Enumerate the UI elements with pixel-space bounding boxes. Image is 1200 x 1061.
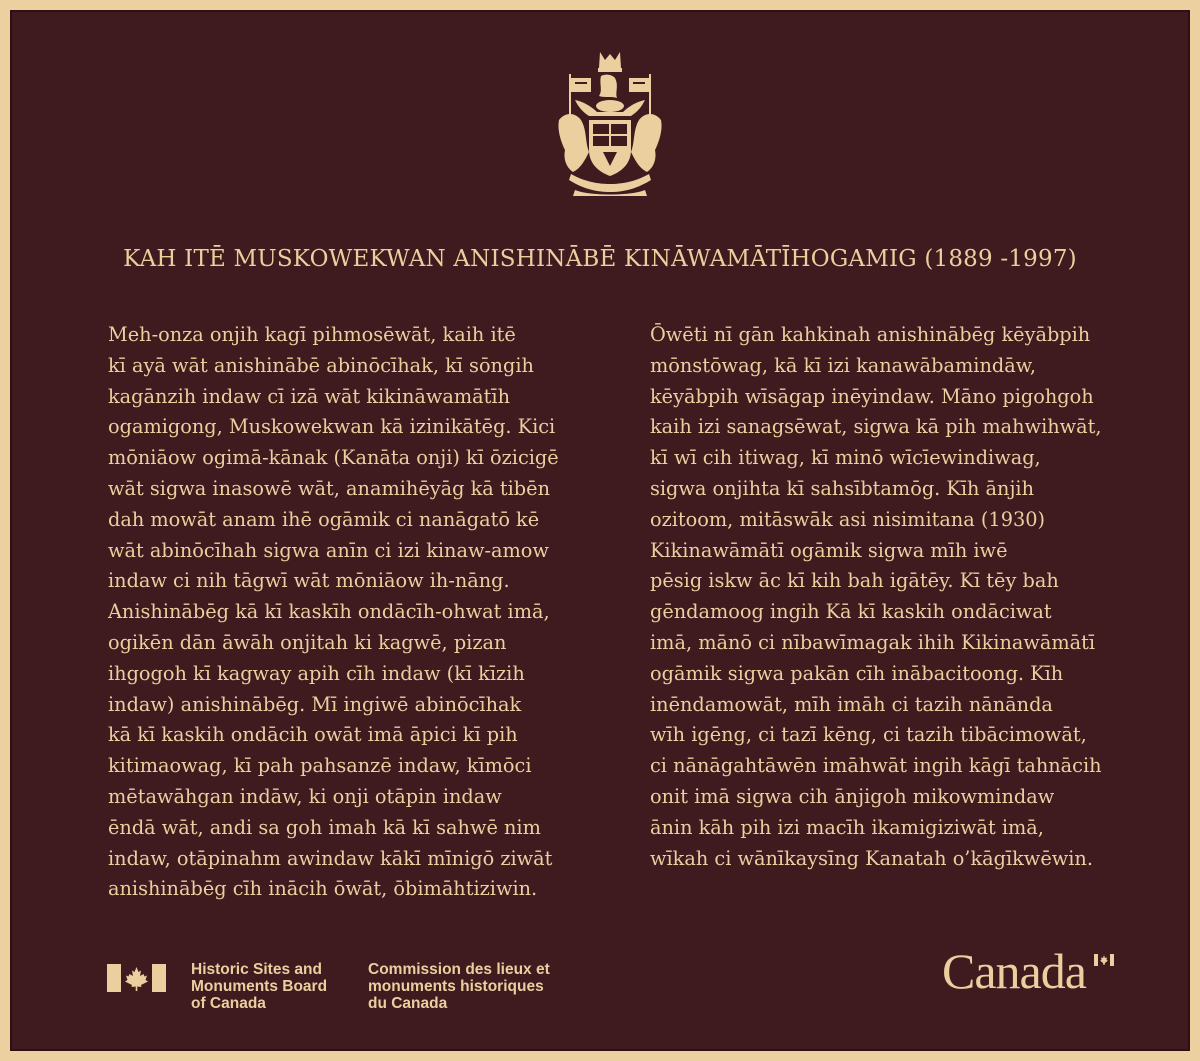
body-line: mōnstōwag, kā kī izi kanawābamindāw,: [650, 353, 1037, 377]
body-line: imā, mānō ci nībawīmagak ihih Kikinawāmātī: [650, 630, 1096, 654]
body-line: anishinābēg cīh inācih ōwāt, ōbimāhtiziwin.: [108, 877, 538, 901]
body-line: Kikinawāmātī ogāmik sigwa mīh iwē: [650, 538, 1008, 562]
body-line: ānin kāh pih izi macīh ikamigiziwāt imā,: [650, 815, 1044, 839]
body-line: indaw ci nih tāgwī wāt mōniāow ih-nāng.: [108, 569, 510, 593]
body-line: mōniāow ogimā-kānak (Kanāta onji) kī ōzicigē: [108, 446, 559, 470]
body-line: wīh igēng, ci tazī kēng, ci tazih tibācimowāt,: [650, 723, 1087, 747]
footer-line: Historic Sites and: [191, 961, 322, 978]
footer-line: Commission des lieux et: [368, 961, 550, 978]
body-left-column: [108, 320, 608, 905]
body-line: ogāmik sigwa pakān cīh inābacitoong. Kīh: [650, 661, 1064, 685]
body-line: kī ayā wāt anishinābē abinōcīhak, kī sōngih: [108, 353, 534, 377]
body-line: kā kī kaskih ondācih owāt imā āpici kī pih: [108, 723, 518, 747]
body-line: kitimaowag, kī pah pahsanzē indaw, kīmōci: [108, 754, 532, 778]
plaque-title: KAH ITĒ MUSKOWEKWAN ANISHINĀBĒ KINĀWAMĀTĪHOGAMIG (1889 -1997): [123, 246, 1077, 272]
body-line: wāt sigwa inasowē wāt, anamihēyāg kā tibēn: [108, 476, 550, 500]
body-line: ogikēn dān āwāh onjitah ki kagwē, pizan: [108, 630, 507, 654]
body-line: onit imā sigwa cih ānjigoh mikowmindaw: [650, 784, 1055, 808]
body-line: ogamigong, Muskowekwan kā izinikātēg. Kici: [108, 415, 556, 439]
body-line: ēndā wāt, andi sa goh imah kā kī sahwē nim: [108, 815, 541, 839]
body-line: indaw, otāpinahm awindaw kākī mīnigō ziwāt: [108, 846, 553, 870]
body-line: wāt abinōcīhah sigwa anīn ci izi kinaw-amow: [108, 538, 549, 562]
body-line: kagānzih indaw cī izā wāt kikināwamātīh: [108, 384, 511, 408]
body-line: Anishinābēg kā kī kaskīh ondācīh-ohwat imā,: [108, 600, 550, 624]
footer-line: monuments historiques: [368, 978, 544, 995]
royal-coat-of-arms-icon: [555, 50, 665, 198]
footer-line: du Canada: [368, 995, 448, 1012]
body-line: dah mowāt anam ihē ogāmik ci nanāgatō kē: [108, 507, 540, 531]
hsmbc-english-name: [191, 961, 327, 1012]
canada-wordmark: Canada: [942, 943, 1086, 999]
body-line: kaih izi sanagsēwat, sigwa kā pih mahwihwāt,: [650, 415, 1102, 439]
body-line: ihgogoh kī kagway apih cīh indaw (kī kīzih: [108, 661, 525, 685]
body-line: ozitoom, mitāswāk asi nisimitana (1930): [650, 507, 1046, 531]
body-line: gēndamoog ingih Kā kī kaskih ondāciwat: [650, 600, 1052, 624]
body-line: kī wī cih itiwag, kī minō wīcīewindiwag,: [650, 446, 1041, 470]
body-line: sigwa onjihta kī sahsībtamōg. Kīh ānjih: [650, 476, 1035, 500]
body-line: mētawāhgan indāw, ki onji otāpin indaw: [108, 784, 502, 808]
hsmbc-french-name: [368, 961, 550, 1012]
footer-line: Monuments Board: [191, 978, 328, 995]
canada-flag-icon: [107, 964, 166, 992]
body-line: kēyābpih wīsāgap inēyindaw. Māno pigohgoh: [650, 384, 1094, 408]
body-line: Ōwēti nī gān kahkinah anishinābēg kēyābpih: [650, 323, 1091, 346]
body-line: wīkah ci wānīkaysīng Kanatah o’kāgīkwēwin.: [650, 846, 1093, 870]
body-line: Meh-onza onjih kagī pihmosēwāt, kaih itē: [108, 323, 516, 346]
body-right-column: [650, 320, 1160, 874]
wordmark-flag-icon: [1094, 954, 1114, 966]
plaque-panel: [10, 10, 1190, 1051]
footer-line: of Canada: [191, 995, 266, 1012]
body-line: inēndamowāt, mīh imāh ci tazih nānānda: [650, 692, 1053, 716]
body-line: ci nānāgahtāwēn imāhwāt ingih kāgī tahnācih: [650, 754, 1102, 778]
body-line: indaw) anishinābēg. Mī ingiwē abinōcīhak: [108, 692, 522, 716]
body-line: pēsig iskw āc kī kih bah igātēy. Kī tēy bah: [650, 569, 1059, 593]
